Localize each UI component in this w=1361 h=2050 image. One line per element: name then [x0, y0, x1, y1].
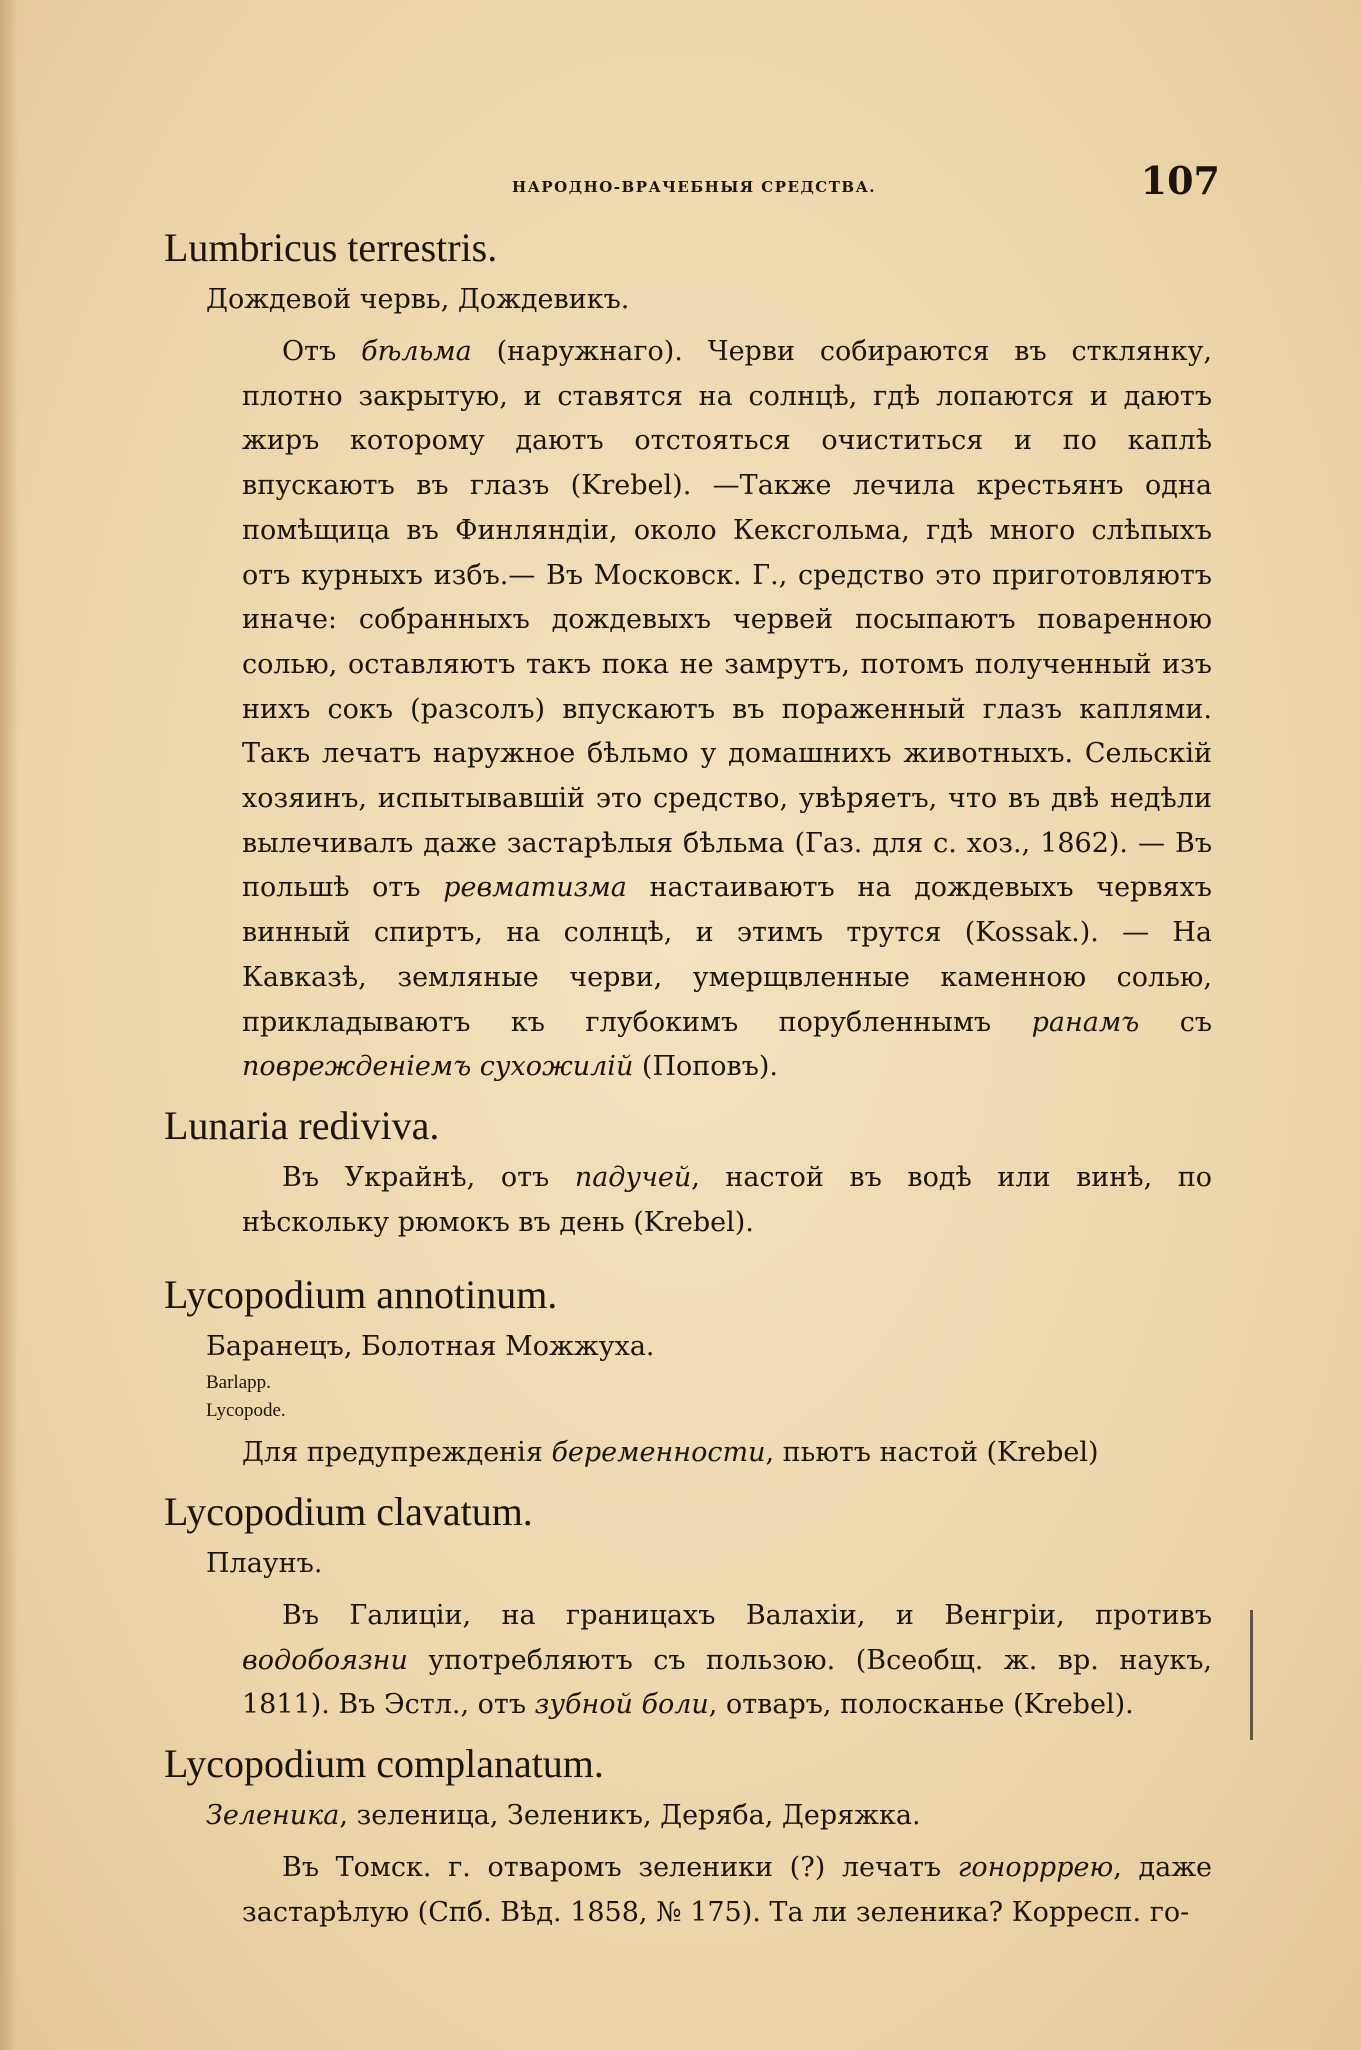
emphasis: падучей [574, 1161, 692, 1193]
emphasis: беременности [551, 1437, 766, 1469]
entry-paragraph: Въ Томск. г. отваромъ зеленики (?) лечатъ гонорррею, даже застарѣлую (Спб. Вѣд. 1858, № 175). Та ли зеленика? Корресп. го- [242, 1852, 1213, 1928]
entry-lycopodium-annotinum [160, 1269, 1220, 1476]
entry-title: Lycopodium clavatum. [164, 1489, 533, 1535]
emphasis: поврежденіемъ сухожилій [242, 1051, 634, 1083]
entry-lycopodium-complanatum [160, 1738, 1220, 1935]
emphasis: гонорррею [957, 1852, 1114, 1884]
entry-lumbricus [160, 222, 1220, 1090]
running-head: НАРОДНО-ВРАЧЕБНЫЯ СРЕДСТВА. [512, 178, 877, 196]
page-edge-shadow [0, 0, 18, 2050]
entry-common-names: Плаунъ. [206, 1548, 323, 1580]
entry-lunaria [160, 1100, 1220, 1245]
entry-common-names: Дождевой червь, Дождевикъ. [206, 284, 630, 315]
entry-paragraph: Въ Галиціи, на границахъ Валахіи, и Венгріи, противъ водобоязни употребляютъ съ пользою. (Всеобщ. ж. вр. наукъ, 1811). Въ Эстл., отъ зубной боли, отваръ, полосканье (Krebel). [242, 1600, 1212, 1721]
entry-lycopodium-clavatum [160, 1486, 1220, 1728]
entry-paragraph: Для предупрежденія беременности, пьютъ настой (Krebel) [242, 1437, 1099, 1469]
entry-title: Lunaria rediviva. [164, 1102, 440, 1148]
entry-common-names: Баранецъ, Болотная Можжуха. [206, 1331, 655, 1363]
page-number: 107 [1140, 158, 1220, 203]
emphasis: водобоязни [242, 1644, 408, 1676]
entry-title: Lumbricus terrestris. [164, 225, 498, 270]
foreign-name: Barlapp. [206, 1372, 271, 1394]
margin-mark [1250, 1610, 1253, 1740]
emphasis: ревматизма [443, 872, 627, 904]
emphasis: ранамъ [1031, 1006, 1140, 1038]
entry-common-names: Зеленика, зеленица, Зеленикъ, Деряба, Деряжка. [206, 1800, 921, 1832]
entry-foreign-names [206, 1369, 1220, 1425]
entry-paragraph: Отъ бѣльма (наружнаго). Черви собираются въ стклянку, плотно закрытую, и ставятся на солнцѣ, гдѣ лопаются и даютъ жиръ которому даютъ отстояться очиститься и по каплѣ впускаютъ въ глазъ (Krebel). —Также лечила крестьянъ одна помѣщица въ Финляндіи, около Кексгольма, гдѣ много слѣпыхъ отъ курныхъ избъ.— Въ Московск. Г., средство это приготовляютъ иначе: собранныхъ дождевыхъ червей посыпаютъ поваренною солью, оставляютъ такъ пока не замрутъ, потомъ полученный изъ нихъ сокъ (разсолъ) впускаютъ въ пораженный глазъ каплями. Такъ лечатъ наружное бѣльмо у домашнихъ животныхъ. Сельскій хозяинъ, испытывавшій это средство, увѣряетъ, что въ двѣ недѣли вылечивалъ даже застарѣлыя бѣльма (Газ. для с. хоз., 1862). — Въ польшѣ отъ ревматизма настаиваютъ на дождевыхъ червяхъ винный спиртъ, на солнцѣ, и этимъ трутся (Kossak.). — На Кавказѣ, земляные черви, умерщвленные каменною солью, прикладываютъ къ глубокимъ порубленнымъ ранамъ съ поврежденіемъ сухожилій (Поповъ). [242, 336, 1213, 1083]
entry-paragraph: Въ Украйнѣ, отъ падучей, настой въ водѣ или винѣ, по нѣскольку рюмокъ въ день (Krebel). [242, 1161, 1213, 1238]
emphasis: бѣльма [361, 336, 472, 367]
emphasis: зубной боли [534, 1689, 709, 1721]
entry-title: Lycopodium complanatum. [164, 1741, 604, 1787]
page-header [160, 158, 1220, 218]
entry-title: Lycopodium annotinum. [164, 1272, 558, 1318]
foreign-name: Lycopode. [206, 1400, 286, 1422]
dictionary-content [160, 222, 1220, 1936]
emphasis: Зеленика [206, 1800, 340, 1832]
